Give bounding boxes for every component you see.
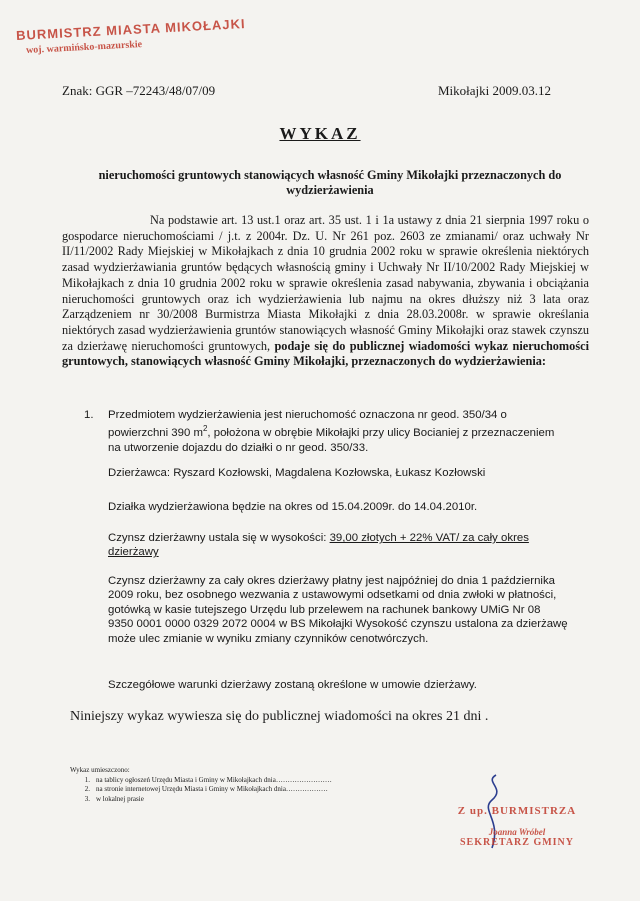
stamp-line-1: BURMISTRZ MIASTA MIKOŁAJKI [15, 16, 246, 43]
detailed-terms-line: Szczegółowe warunki dzierżawy zostaną określone w umowie dzierżawy. [108, 679, 477, 691]
stamp-line-2: woj. warmińsko-mazurskie [25, 38, 143, 57]
rent-amount-line: Czynsz dzierżawny ustala się w wysokości: 39,00 złotych + 22% VAT/ za cały okres dzierżawy [108, 532, 529, 559]
list-item [84, 408, 564, 455]
rent-amount-value: 39,00 złotych + 22% VAT/ za cały okres dzierżawy [108, 532, 529, 559]
signature-stamp-name: Joanna Wróbel [488, 827, 546, 837]
signature-stamp [452, 805, 582, 848]
posting-heading: Wykaz umieszczono: [70, 766, 130, 774]
item-text: Przedmiotem wydzierżawienia jest nieruchomość oznaczona nr geod. 350/34 o powierzchni 390 $m^2$, położona w obrębie Mikołajki przy ulicy Bocianiej z przeznaczeniem na utworzenie dojazdu do działki o nr geod. 350/33. [108, 409, 555, 454]
list-item: 2. na stronie internetowej Urzędu Miasta i Gminy w Mikołajkach dnia……………… [84, 785, 328, 793]
signature-stamp-line-1: Z up. BURMISTRZA [457, 805, 577, 817]
property-list [84, 408, 564, 455]
document-date: Mikołajki 2009.03.12 [438, 83, 552, 98]
document-subtitle: nieruchomości gruntowych stanowiących własność Gminy Mikołajki przeznaczonych do wydzierżawienia [98, 168, 562, 197]
list-item: 3. w lokalnej prasie [84, 794, 144, 803]
reference-number: Znak: GGR –72243/48/07/09 [62, 83, 216, 98]
legal-basis-paragraph [62, 213, 589, 370]
top-stamp [12, 16, 246, 60]
list-item: 1. na tablicy ogłoszeń Urzędu Miasta i Gminy w Mikołajkach dnia…………………… [84, 775, 332, 784]
item-number: 1. [84, 409, 94, 421]
body-text: Na podstawie art. 13 ust.1 oraz art. 35 ust. 1 i 1a ustawy z dnia 21 sierpnia 1997 roku o gospodarce nieruchomościami / j.t. z 2004r. Dz. U. Nr 261 poz. 2603 ze zmianami/ oraz uchwały Nr II/11/2002 Rady Miejskiej w Mikołajkach z dnia 10 grudnia 2002 roku w sprawie określenia niektórych zasad wydzierżawiania gruntów będących własnością gminy i Uchwały Nr II/10/2002 Rady Miejskiej w Mikołajkach z dnia 10 grudnia 2002 roku w sprawie określenia zasad nabywania, zbywania i obciążania nieruchomości gruntowych oraz ich wydzierżawienia lub najmu na okres dłuższy niż 3 lata oraz Zarządzeniem nr 30/2008 Burmistrza Miasta Mikołajki z dnia 28.03.2008r. w sprawie określania niektórych zasad wydzierżawienia gruntów stanowiących własność Gminy Mikołajki oraz stawek czynszu za dzierżawę nieruchomości gruntowych, [62, 213, 589, 353]
signature-stamp-role: SEKRETARZ GMINY [460, 837, 574, 848]
lessee-line: Dzierżawca: Ryszard Kozłowski, Magdalena Kozłowska, Łukasz Kozłowski [108, 467, 486, 479]
payment-terms-paragraph: Czynsz dzierżawny za cały okres dzierżawy płatny jest najpóźniej do dnia 1 października 2009 roku, bez osobnego wezwania z ustawowymi odsetkami od dnia zwłoki w płatności, gotówką w kasie tutejszego Urzędu lub przelewem na rachunek bankowy UMiG Nr 08 9350 0001 0000 0329 2072 0004 w BS Mikołajki Wysokość czynszu ustalona za dzierżawę może ulec zmianie w wyniku zmiany czynników cenotwórczych. [108, 575, 568, 645]
body-bold-text: podaje się do publicznej wiadomości wykaz nieruchomości gruntowych, stanowiących własność Gminy Mikołajki, przeznaczonych do wydzierżawienia: [62, 338, 589, 369]
closing-statement: Niniejszy wykaz wywiesza się do publicznej wiadomości na okres 21 dni . [70, 709, 489, 724]
document-title: WYKAZ [279, 124, 361, 143]
posting-info [70, 766, 390, 804]
lease-period-line: Działka wydzierżawiona będzie na okres od 15.04.2009r. do 14.04.2010r. [108, 501, 478, 513]
